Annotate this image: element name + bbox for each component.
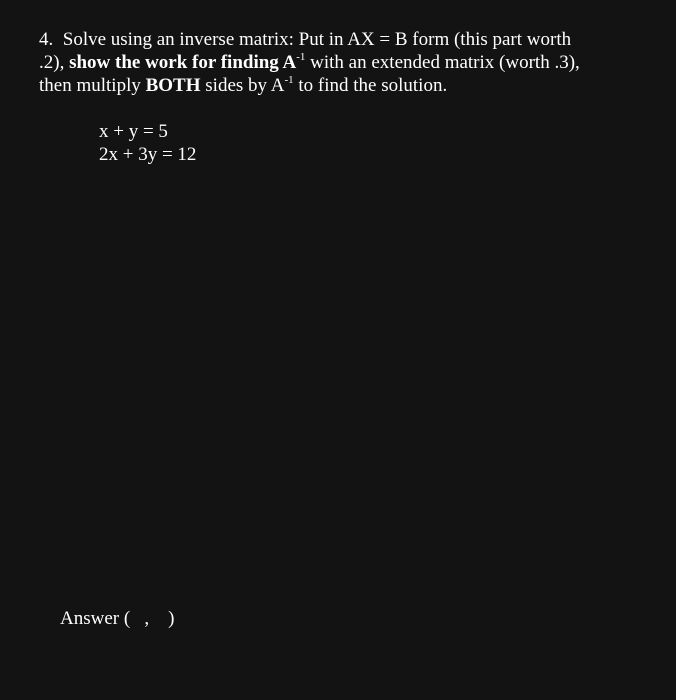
question-line3-start: then multiply bbox=[39, 75, 146, 96]
question-line-2 bbox=[39, 51, 639, 74]
question-number: 4. bbox=[39, 29, 54, 50]
answer-label: Answer ( , ) bbox=[60, 608, 175, 629]
question-line-3 bbox=[39, 74, 639, 97]
equation-2: 2x + 3y = 12 bbox=[99, 144, 197, 165]
inverse-superscript: -1 bbox=[284, 74, 294, 86]
question-line2-end: with an extended matrix (worth .3), bbox=[305, 52, 580, 73]
question-line3-mid: sides by A bbox=[200, 75, 285, 96]
question-line2-start: .2), bbox=[39, 52, 70, 73]
question-instruction: Solve using an inverse matrix: Put in AX = B form (this part worth bbox=[62, 29, 572, 50]
question-line3-bold: BOTH bbox=[145, 75, 201, 96]
question-line3-end: to find the solution. bbox=[293, 75, 448, 96]
inverse-superscript: -1 bbox=[296, 51, 306, 63]
question-line2-bold: show the work for finding A bbox=[69, 52, 297, 73]
equation-system bbox=[99, 120, 196, 166]
question-text bbox=[39, 28, 639, 97]
question-line-1 bbox=[39, 28, 639, 51]
equation-1: x + y = 5 bbox=[99, 121, 168, 142]
